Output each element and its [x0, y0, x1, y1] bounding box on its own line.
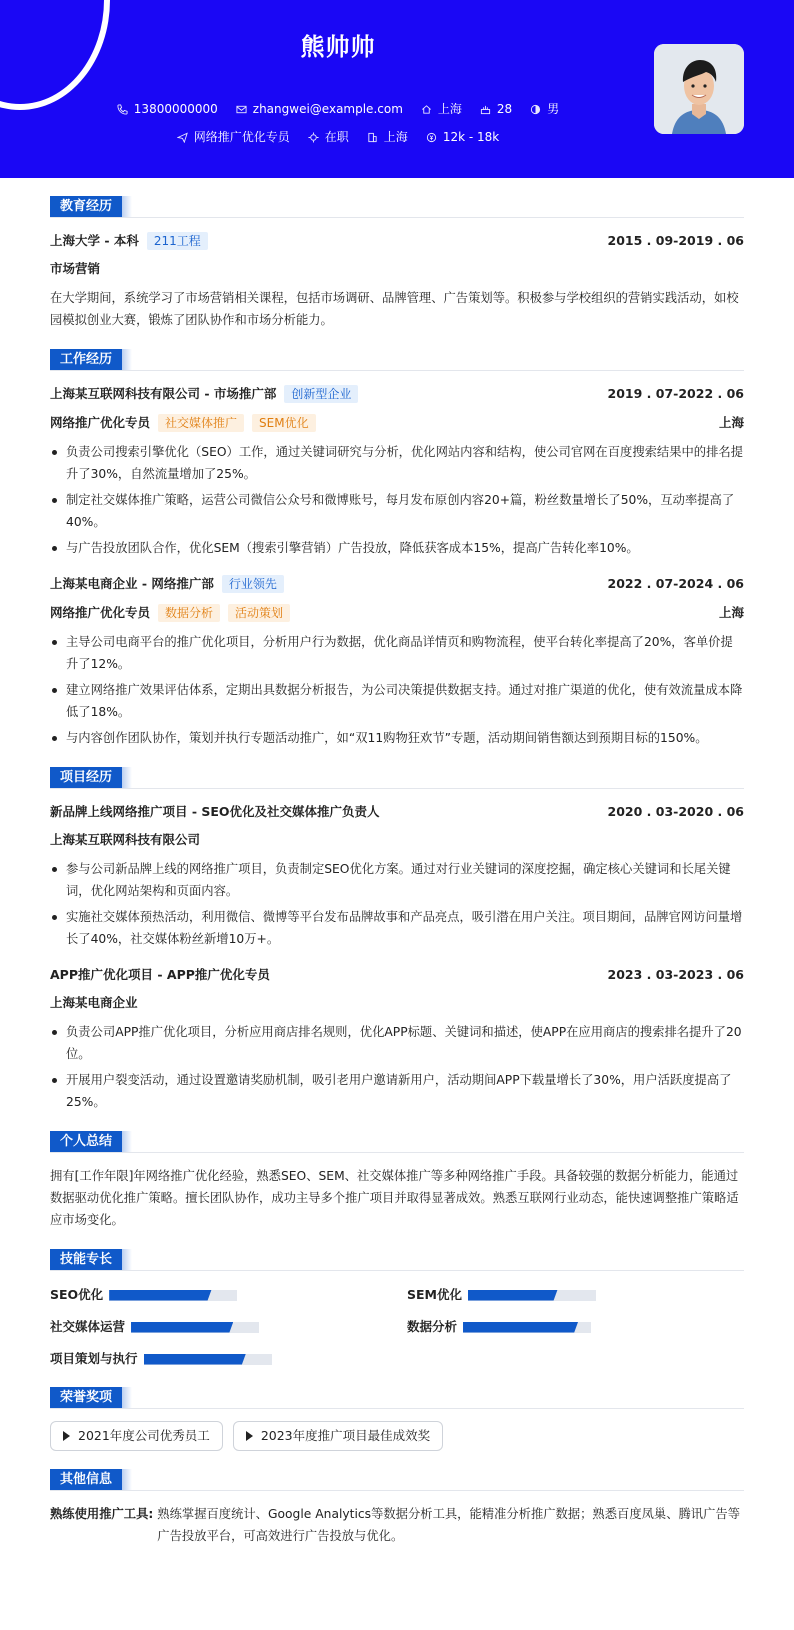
work-dates: 2022 . 07-2024 . 06	[607, 576, 744, 591]
education-description: 在大学期间，系统学习了市场营销相关课程，包括市场调研、品牌管理、广告策划等。积极参与学校组织的营销实践活动，如校园模拟创业大赛，锻炼了团队协作和市场分析能力。	[50, 291, 739, 327]
avatar	[654, 44, 744, 134]
project-section	[50, 767, 744, 1113]
award-chip	[50, 1421, 223, 1451]
job-intent-row	[0, 128, 676, 147]
age-text: 28	[496, 102, 513, 116]
awards-section	[50, 1387, 744, 1451]
other-value: 熟练掌握百度统计、Google Analytics等数据分析工具，能精准分析推广数据；熟悉百度凤巢、腾讯广告等广告投放平台，可高效进行广告投放与优化。	[157, 1507, 740, 1543]
award-text: 2021年度公司优秀员工	[78, 1428, 210, 1443]
target-position-text: 网络推广优化专员	[193, 130, 290, 144]
skill-bar	[468, 1290, 596, 1301]
company-name: 上海某电商企业 - 网络推广部	[50, 576, 214, 591]
skill-item	[407, 1285, 744, 1305]
other-label: 熟练使用推广工具:	[50, 1507, 154, 1521]
skill-tag: SEM优化	[252, 414, 316, 432]
money-icon	[426, 132, 437, 143]
section-title: 其他信息	[50, 1469, 122, 1490]
list-item: 参与公司新品牌上线的网络推广项目，负责制定SEO优化方案。通过对行业关键词的深度挖掘，确定核心关键词和长尾关键词，优化网站架构和页面内容。	[50, 858, 744, 902]
email-item	[236, 100, 403, 119]
skill-item	[50, 1285, 387, 1305]
home-icon	[421, 104, 432, 115]
work-entry	[50, 573, 744, 749]
paper-plane-icon	[177, 132, 188, 143]
company-tag: 创新型企业	[284, 385, 358, 403]
list-item: 主导公司电商平台的推广优化项目，分析用户行为数据，优化商品详情页和购物流程，使平台转化率提高了20%，客单价提升了12%。	[50, 631, 744, 675]
project-org: 上海某互联网科技有限公司	[50, 832, 201, 847]
email-text: zhangwei@example.com	[252, 102, 403, 116]
skill-item	[50, 1317, 387, 1337]
section-title: 项目经历	[50, 767, 122, 788]
section-header	[50, 1249, 744, 1271]
play-triangle-icon	[246, 1431, 253, 1441]
age-item	[480, 100, 512, 119]
phone-icon	[117, 104, 128, 115]
list-item: 与内容创作团队协作，策划并执行专题活动推广，如“双11购物狂欢节”专题，活动期间销售额达到预期目标的150%。	[50, 727, 744, 749]
section-header	[50, 196, 744, 218]
building-icon	[367, 132, 378, 143]
education-section	[50, 196, 744, 331]
work-section	[50, 349, 744, 749]
project-dates: 2023 . 03-2023 . 06	[607, 967, 744, 982]
gender-icon	[530, 104, 541, 115]
section-title: 个人总结	[50, 1131, 122, 1152]
skill-bar-fill	[131, 1322, 233, 1333]
section-header	[50, 1387, 744, 1409]
school-tag: 211工程	[147, 232, 208, 250]
project-entry	[50, 964, 744, 1113]
list-item: 实施社交媒体预热活动，利用微信、微博等平台发布品牌故事和产品亮点，吸引潜在用户关注。项目期间，品牌官网访问量增长了40%，社交媒体粉丝新增10万+。	[50, 906, 744, 950]
status-text: 在职	[324, 130, 349, 144]
section-title: 技能专长	[50, 1249, 122, 1270]
list-item: 制定社交媒体推广策略，运营公司微信公众号和微博账号，每月发布原创内容20+篇，粉丝数量增长了50%，互动率提高了40%。	[50, 489, 744, 533]
contact-info-row	[0, 100, 676, 119]
skill-tag: 社交媒体推广	[158, 414, 244, 432]
section-title: 荣誉奖项	[50, 1387, 122, 1408]
company-tag: 行业领先	[222, 575, 284, 593]
education-row	[50, 230, 744, 252]
skill-name: SEM优化	[407, 1287, 462, 1302]
skill-bar-fill	[109, 1290, 211, 1301]
work-entry	[50, 383, 744, 559]
skill-tag: 数据分析	[158, 604, 220, 622]
cake-icon	[480, 104, 491, 115]
phone-text: 13800000000	[133, 102, 218, 116]
work-location: 上海	[718, 605, 744, 620]
skill-bar-fill	[144, 1354, 246, 1365]
summary-text: 拥有[工作年限]年网络推广优化经验，熟悉SEO、SEM、社交媒体推广等多种网络推广手段。具备较强的数据分析能力，能通过数据驱动优化推广策略。擅长团队协作，成功主导多个推广项目并取得显著成效。熟悉互联网行业动态，能快速调整推广策略适应市场变化。	[50, 1169, 739, 1227]
sparkle-icon	[308, 132, 319, 143]
skill-item	[407, 1317, 744, 1337]
education-dates: 2015 . 09-2019 . 06	[607, 233, 744, 248]
project-org: 上海某电商企业	[50, 995, 138, 1010]
project-entry	[50, 801, 744, 950]
gender-item	[530, 100, 559, 119]
salary-item	[426, 128, 499, 147]
project-title: APP推广优化项目 - APP推广优化专员	[50, 967, 270, 982]
target-position-item	[177, 128, 290, 147]
target-city-item	[367, 128, 408, 147]
email-icon	[236, 104, 247, 115]
skill-bar	[131, 1322, 259, 1333]
list-item: 负责公司搜索引擎优化（SEO）工作，通过关键词研究与分析，优化网站内容和结构，使公司官网在百度搜索结果中的排名提升了30%，自然流量增加了25%。	[50, 441, 744, 485]
award-text: 2023年度推广项目最佳成效奖	[260, 1428, 431, 1443]
section-header	[50, 767, 744, 789]
section-title: 工作经历	[50, 349, 122, 370]
resume-body	[0, 196, 794, 1547]
list-item: 与广告投放团队合作，优化SEM（搜索引擎营销）广告投放，降低获客成本15%，提高广告转化率10%。	[50, 537, 744, 559]
play-triangle-icon	[63, 1431, 70, 1441]
skill-tag: 活动策划	[228, 604, 290, 622]
skill-item	[50, 1349, 387, 1369]
skill-bar-fill	[468, 1290, 558, 1301]
skills-section	[50, 1249, 744, 1369]
other-section	[50, 1469, 744, 1547]
project-dates: 2020 . 03-2020 . 06	[607, 804, 744, 819]
work-location: 上海	[718, 415, 744, 430]
list-item: 建立网络推广效果评估体系，定期出具数据分析报告，为公司决策提供数据支持。通过对推广渠道的优化，使有效流量成本降低了18%。	[50, 679, 744, 723]
section-title: 教育经历	[50, 196, 122, 217]
summary-section	[50, 1131, 744, 1231]
skill-name: 项目策划与执行	[50, 1351, 138, 1366]
role-title: 网络推广优化专员	[50, 415, 151, 430]
skill-bar-fill	[463, 1322, 578, 1333]
phone-item	[117, 100, 218, 119]
list-item: 开展用户裂变活动，通过设置邀请奖励机制，吸引老用户邀请新用户，活动期间APP下载量增长了30%，用户活跃度提高了25%。	[50, 1069, 744, 1113]
skill-bar	[109, 1290, 237, 1301]
city-item	[421, 100, 462, 119]
school-name: 上海大学 - 本科	[50, 233, 139, 248]
section-header	[50, 1469, 744, 1491]
candidate-name: 熊帅帅	[300, 33, 376, 61]
company-name: 上海某互联网科技有限公司 - 市场推广部	[50, 386, 277, 401]
skill-name: 数据分析	[407, 1319, 458, 1334]
resume-header	[0, 0, 794, 178]
other-info-row	[50, 1503, 744, 1547]
skill-name: SEO优化	[50, 1287, 104, 1302]
skills-grid	[50, 1283, 744, 1369]
skill-name: 社交媒体运营	[50, 1319, 126, 1334]
skill-bar	[144, 1354, 272, 1365]
salary-text: 12k - 18k	[442, 130, 500, 144]
section-header	[50, 1131, 744, 1153]
list-item: 负责公司APP推广优化项目，分析应用商店排名规则，优化APP标题、关键词和描述，使APP在应用商店的搜索排名提升了20位。	[50, 1021, 744, 1065]
award-chip	[233, 1421, 443, 1451]
work-dates: 2019 . 07-2022 . 06	[607, 386, 744, 401]
city-text: 上海	[437, 102, 462, 116]
skill-bar	[463, 1322, 591, 1333]
project-title: 新品牌上线网络推广项目 - SEO优化及社交媒体推广负责人	[50, 804, 380, 819]
major: 市场营销	[50, 261, 101, 276]
gender-text: 男	[547, 102, 560, 116]
target-city-text: 上海	[383, 130, 408, 144]
role-title: 网络推广优化专员	[50, 605, 151, 620]
section-header	[50, 349, 744, 371]
status-item	[308, 128, 349, 147]
